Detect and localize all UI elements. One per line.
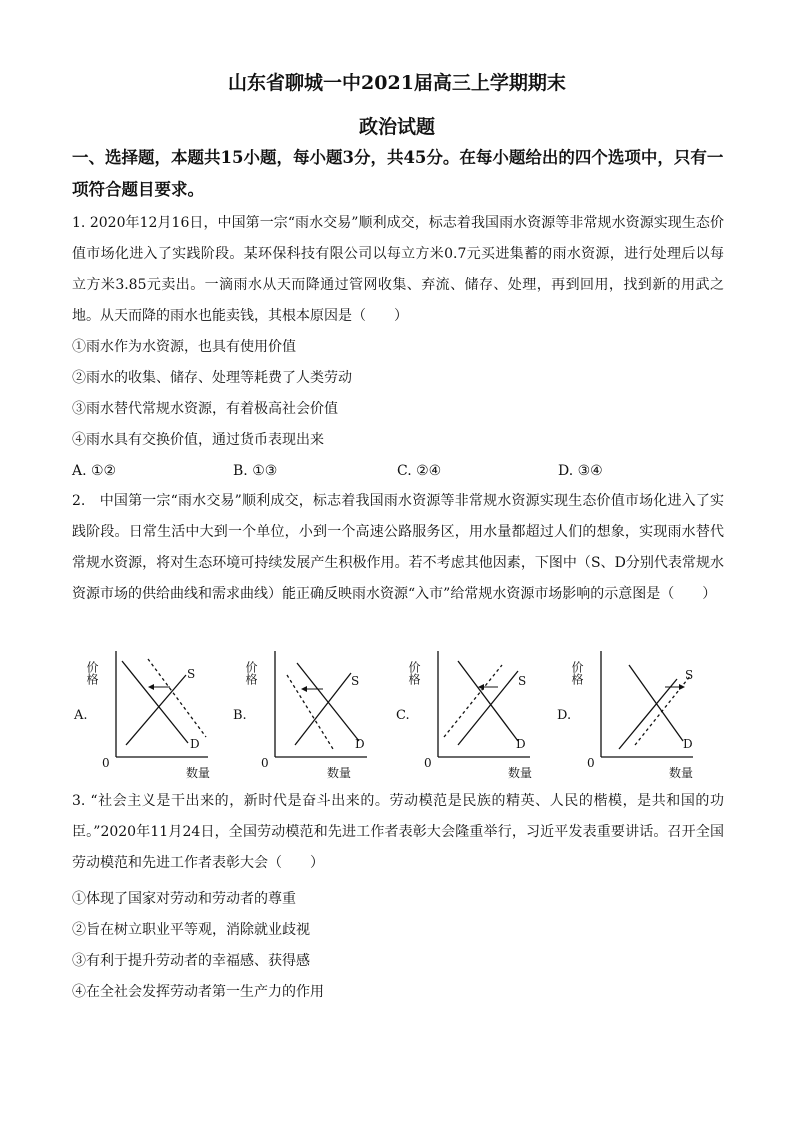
question-2-stem: 2. 中国第一宗“雨水交易”顺利成交，标志着我国雨水资源等非常规水资源实现生态价值市场化进入了实践阶段。日常生活中大到一个单位，小到一个高速公路服务区，用水量都超过人们的想象，实现雨水替代常规水资源，将对生态环境可持续发展产生积极作用。若不考虑其他因素，下图中（S、D分别代表常规水资源市场的供给曲线和需求曲线）能正确反映雨水资源“入市”给常规水资源市场影响的示意图是（ ） (72, 493, 724, 602)
graph-c-s: S (518, 674, 527, 688)
graph-c (407, 645, 555, 785)
question-1-stem: 1. 2020年12月16日，中国第一宗“雨水交易”顺利成交，标志着我国雨水资源等非常规水资源实现生态价值市场化进入了实践阶段。某环保科技有限公司以每立方米0.7元买进集蓄的雨水资源，进行处理后以每立方米3.85元卖出。一滴雨水从天而降通过管网收集、弃流、储存、处理，再到回用，找到新的用武之地。从天而降的雨水也能卖钱，其根本原因是（ ） (72, 215, 724, 324)
exam-title: 山东省聊城一中2021届高三上学期期末 (228, 72, 566, 94)
question-3-item-1: ①体现了国家对劳动和劳动者的尊重 (72, 891, 296, 907)
graph-d-y-label: 价格 (570, 661, 584, 685)
graph-b-s: S (351, 674, 360, 688)
graph-a-demand-curve (122, 661, 188, 743)
question-1-item-2: ②雨水的收集、储存、处理等耗费了人类劳动 (72, 370, 352, 386)
graph-d-d: D (683, 737, 693, 751)
graph-a (85, 645, 233, 785)
question-1-item-4: ④雨水具有交换价值，通过货币表现出来 (72, 432, 324, 448)
question-1-option-b: B. ①③ (233, 463, 278, 479)
graph-a-s: S (187, 667, 196, 681)
question-1-item-3: ③雨水替代常规水资源，有着极高社会价值 (72, 401, 338, 417)
graph-a-arrowhead (148, 684, 154, 690)
graph-b-x-label: 数量 (327, 766, 352, 780)
exam-subject: 政治试题 (358, 116, 435, 138)
question-3-item-3: ③有利于提升劳动者的幸福感、获得感 (72, 953, 310, 969)
section-heading: 一、选择题，本题共15小题，每小题3分，共45分。在每小题给出的四个选项中，只有一项符合题目要求。 (72, 148, 724, 199)
graph-b-d: D (355, 737, 365, 751)
question-3-item-4: ④在全社会发挥劳动者第一生产力的作用 (72, 984, 324, 1000)
question-1-option-c: C. ②④ (397, 463, 442, 479)
graph-d-x-label: 数量 (669, 766, 694, 780)
graph-b-supply-curve (295, 673, 351, 745)
graph-d-arrowhead (679, 684, 685, 690)
question-3-stem: 3. “社会主义是干出来的，新时代是奋斗出来的。劳动模范是民族的精英、人民的楷模，是共和国的功臣。”2020年11月24日，全国劳动模范和先进工作者表彰大会隆重举行，习近平发表重要讲话。召开全国劳动模范和先进工作者表彰大会（ ） (72, 793, 724, 871)
graph-a-label: A. (74, 708, 88, 723)
question-1-option-a: A. ①② (72, 463, 117, 479)
question-3-item-2: ②旨在树立职业平等观，消除就业歧视 (72, 922, 310, 938)
graph-a-d: D (190, 737, 200, 751)
graph-a-origin: 0 (102, 756, 110, 770)
graph-c-demand-curve (458, 661, 518, 741)
graph-b-arrowhead (301, 686, 307, 692)
question-1-item-1: ①雨水作为水资源，也具有使用价值 (72, 339, 296, 355)
graph-c-label: C. (396, 708, 410, 723)
graph-d-demand-curve (629, 665, 683, 741)
graph-a-new-demand-curve (148, 659, 206, 737)
graph-c-origin: 0 (424, 756, 432, 770)
graph-d-s: S (685, 668, 694, 682)
graph-b-label: B. (233, 708, 247, 723)
graph-b-y-label: 价格 (244, 661, 258, 685)
graph-c-x-label: 数量 (508, 766, 533, 780)
graph-a-supply-curve (126, 675, 186, 745)
graph-a-y-label: 价格 (85, 661, 99, 685)
graph-d (570, 645, 718, 785)
graph-d-origin: 0 (587, 756, 595, 770)
graph-c-d: D (516, 737, 526, 751)
graph-b-origin: 0 (261, 756, 269, 770)
graph-a-x-label: 数量 (186, 766, 211, 780)
graph-b (244, 645, 392, 785)
graph-b-new-supply-curve (287, 675, 333, 749)
graph-d-supply-curve (619, 679, 677, 749)
question-1-option-d: D. ③④ (558, 463, 603, 479)
graph-d-label: D. (557, 708, 572, 723)
graph-c-y-label: 价格 (407, 661, 421, 685)
